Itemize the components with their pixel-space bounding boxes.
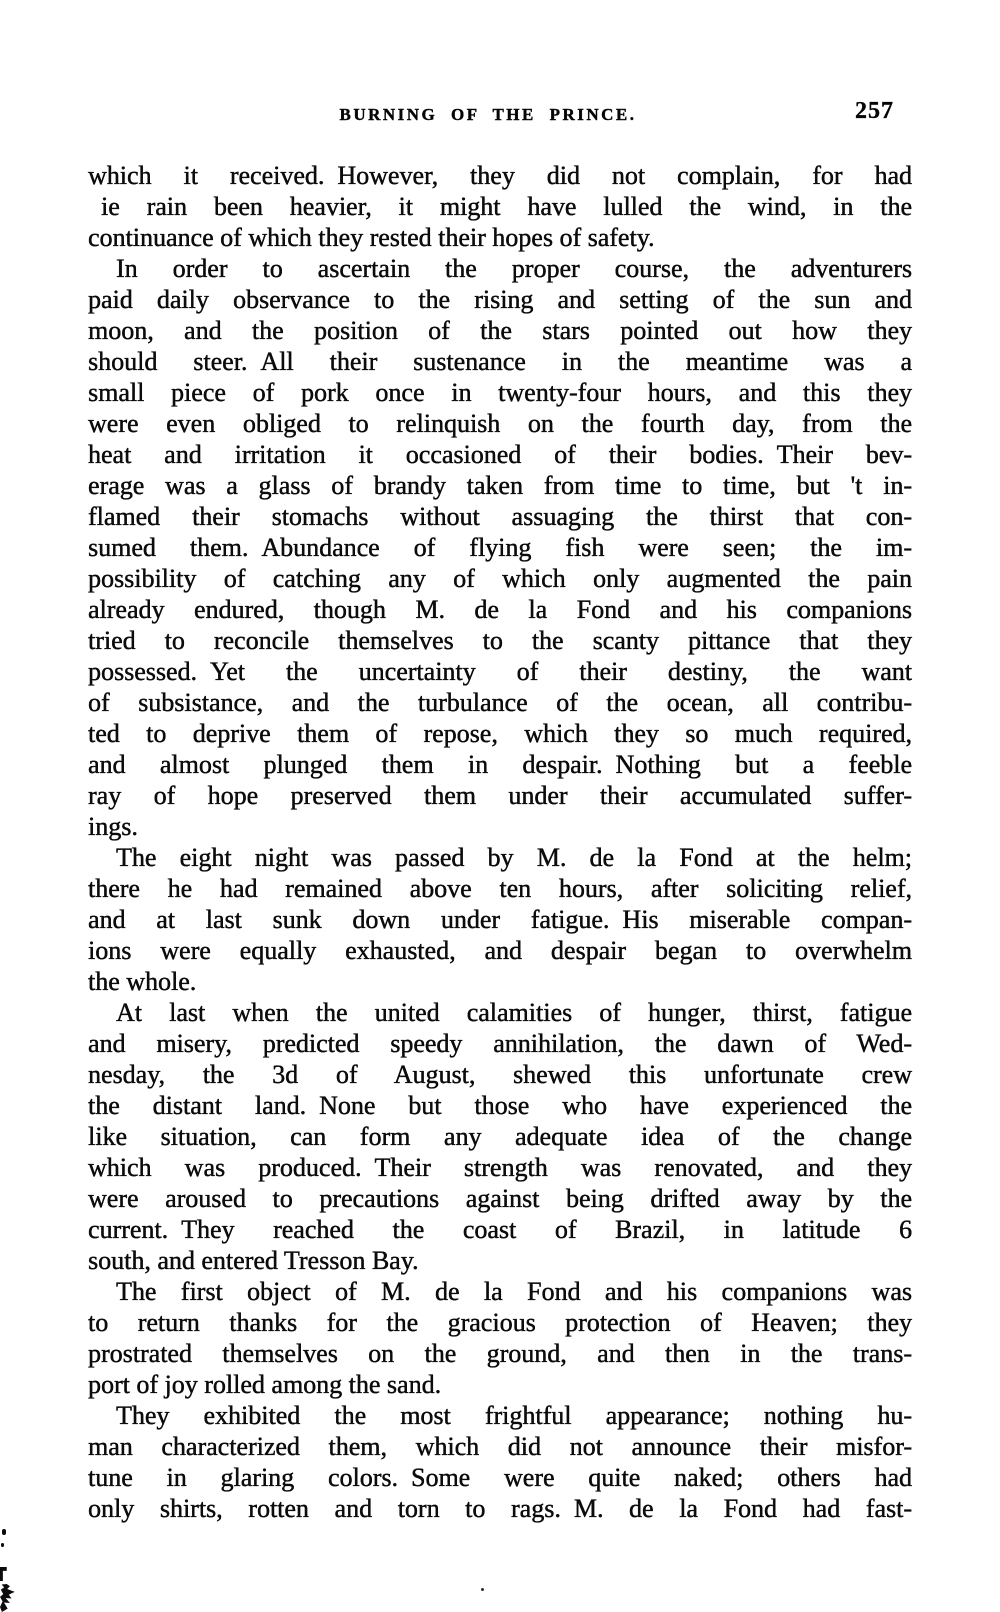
running-head — [0, 0, 1000, 140]
text-line: The eight night was passed by M. de la Fond at the helm; — [116, 843, 912, 872]
text-line: south, and entered Tresson Bay. — [88, 1246, 419, 1275]
text-line: ray of hope preserved them under their accumulated suffer- — [88, 781, 912, 810]
text-line: there he had remained above ten hours, after soliciting relief, — [88, 874, 912, 903]
text-line: to return thanks for the gracious protection of Heaven; they — [88, 1308, 912, 1337]
paragraph — [88, 1400, 912, 1524]
ink-smudge — [0, 1567, 9, 1581]
ink-smudge — [0, 1584, 16, 1612]
text-line: man characterized them, which did not announce their misfor- — [88, 1432, 912, 1461]
text-line: tried to reconcile themselves to the scanty pittance that they — [88, 626, 912, 655]
text-line: The first object of M. de la Fond and his companions was — [116, 1277, 912, 1306]
text-line: were even obliged to relinquish on the fourth day, from the — [88, 409, 912, 438]
text-line: ie rain been heavier, it might have lulled the wind, in the — [88, 192, 912, 221]
text-line: nesday, the 3d of August, shewed this unfortunate crew — [88, 1060, 912, 1089]
text-line: small piece of pork once in twenty-four hours, and this they — [88, 378, 912, 407]
text-line: like situation, can form any adequate idea of the change — [88, 1122, 912, 1151]
paragraph — [88, 253, 912, 842]
text-line: ions were equally exhausted, and despair began to overwhelm — [88, 936, 912, 965]
ink-speck — [481, 1588, 484, 1591]
text-line: tune in glaring colors. Some were quite naked; others had — [88, 1463, 912, 1492]
text-line: erage was a glass of brandy taken from time to time, but 't in- — [88, 471, 912, 500]
text-line: continuance of which they rested their hopes of safety. — [88, 223, 655, 252]
text-line: already endured, though M. de la Fond and his companions — [88, 595, 912, 624]
text-line: ted to deprive them of repose, which they so much required, — [88, 719, 912, 748]
text-line: were aroused to precautions against being drifted away by the — [88, 1184, 912, 1213]
paragraph — [88, 160, 912, 253]
text-line: the distant land. None but those who have experienced the — [88, 1091, 912, 1120]
text-line: and at last sunk down under fatigue. His miserable compan- — [88, 905, 912, 934]
text-line: ings. — [88, 812, 138, 841]
text-line: the whole. — [88, 967, 197, 996]
text-line: port of joy rolled among the sand. — [88, 1370, 442, 1399]
text-line: which was produced. Their strength was renovated, and they — [88, 1153, 912, 1182]
ink-smudge — [1, 1543, 4, 1547]
text-line: which it received. However, they did not complain, for had — [88, 161, 912, 190]
text-line: and misery, predicted speedy annihilation, the dawn of Wed- — [88, 1029, 912, 1058]
text-line: heat and irritation it occasioned of their bodies. Their bev- — [88, 440, 912, 469]
paragraph — [88, 1276, 912, 1400]
text-line: should steer. All their sustenance in the meantime was a — [88, 347, 912, 376]
text-line: At last when the united calamities of hunger, thirst, fatigue — [116, 998, 912, 1027]
text-line: only shirts, rotten and torn to rags. M. de la Fond had fast- — [88, 1494, 912, 1523]
text-line: possibility of catching any of which only augmented the pain — [88, 564, 912, 593]
text-body — [88, 160, 912, 1524]
paragraph — [88, 997, 912, 1276]
text-line: paid daily observance to the rising and setting of the sun and — [88, 285, 912, 314]
text-line: In order to ascertain the proper course, the adventurers — [116, 254, 912, 283]
text-line: and almost plunged them in despair. Nothing but a feeble — [88, 750, 912, 779]
text-line: flamed their stomachs without assuaging the thirst that con- — [88, 502, 912, 531]
page-header-title: BURNING OF THE PRINCE. — [339, 105, 637, 124]
text-line: moon, and the position of the stars pointed out how they — [88, 316, 912, 345]
page-number: 257 — [855, 98, 894, 124]
text-line: of subsistance, and the turbulance of the ocean, all contribu- — [88, 688, 912, 717]
text-line: possessed. Yet the uncertainty of their destiny, the want — [88, 657, 912, 686]
text-line: current. They reached the coast of Brazil, in latitude 6 — [88, 1215, 912, 1244]
text-line: sumed them. Abundance of flying fish were seen; the im- — [88, 533, 912, 562]
text-line: They exhibited the most frightful appearance; nothing hu- — [116, 1401, 912, 1430]
text-line: prostrated themselves on the ground, and then in the trans- — [88, 1339, 912, 1368]
paragraph — [88, 842, 912, 997]
ink-smudge — [2, 1529, 6, 1535]
